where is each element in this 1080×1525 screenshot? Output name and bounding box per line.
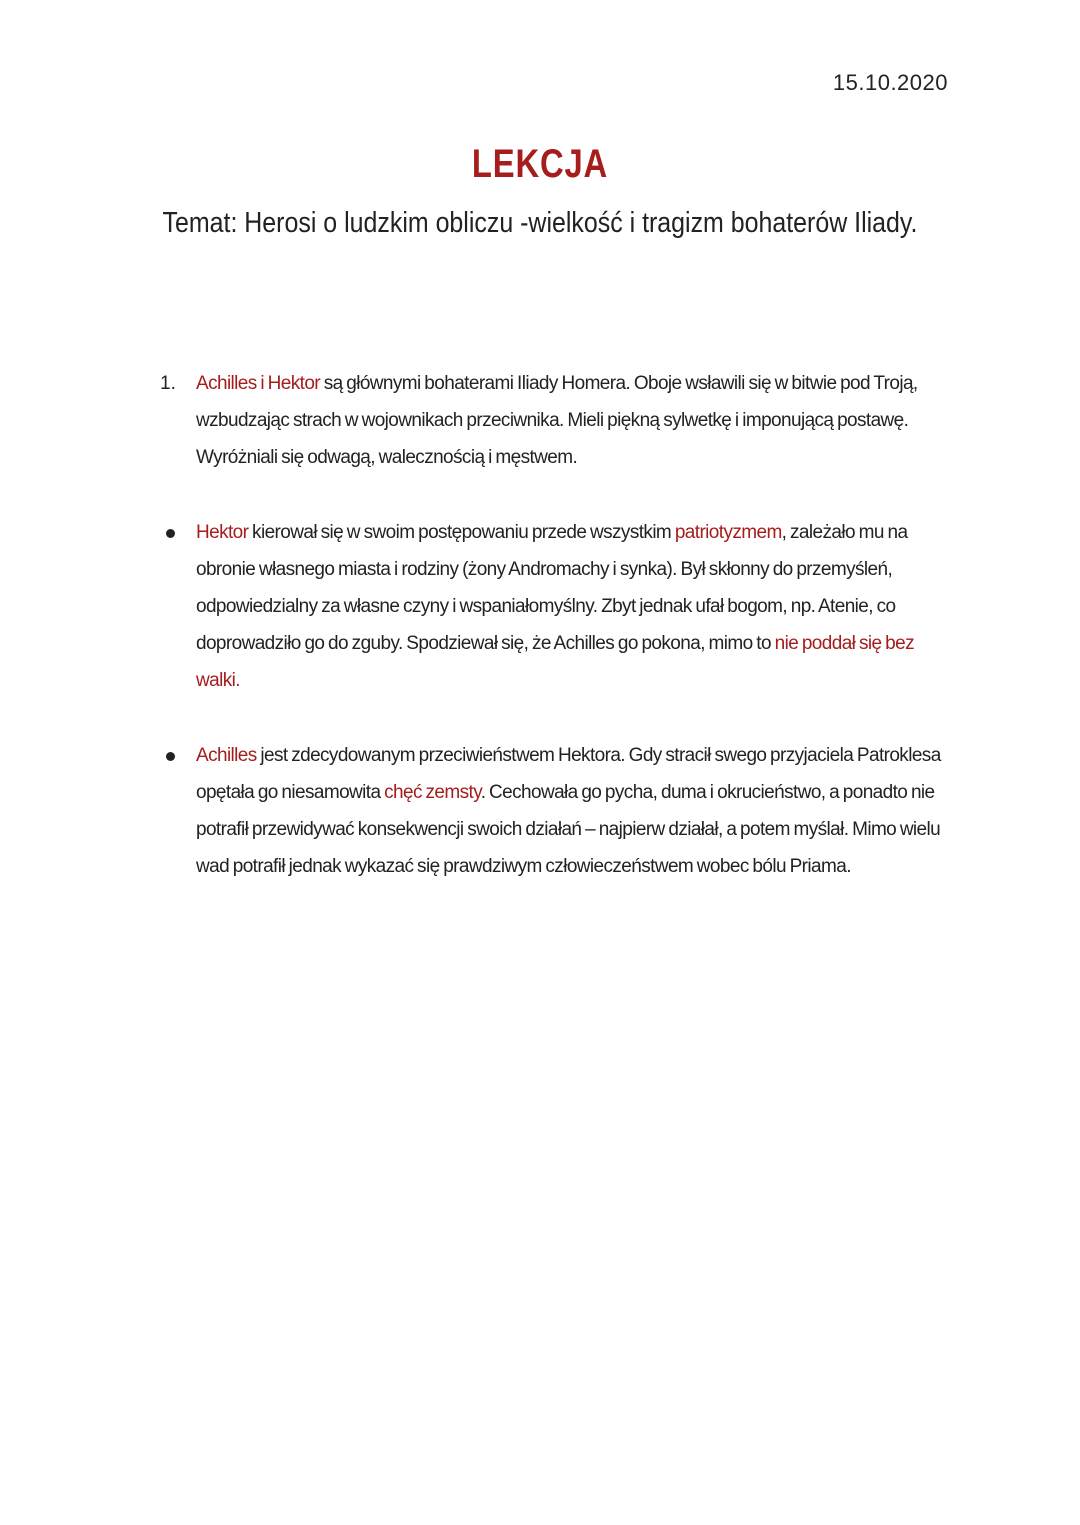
bullet-dot-icon (166, 752, 175, 761)
body-text: są głównymi bohaterami Iliady Homera. Oboje wsławili się w bitwie pod Troją, wzbudzając strach w wojownikach przeciwnika. Mieli piękną sylwetkę i imponującą postawę. Wyróżniali się odwagą, walecznością i męstwem. (196, 373, 918, 468)
body-text: jest zdecydowanym przeciwieństwem Hektora. Gdy stracił swego przyjaciela Patroklesa opętała go niesamowita (196, 745, 941, 803)
bullet-dot-icon (166, 529, 175, 538)
body-text: , zależało mu na obronie własnego miasta i rodziny (żony Andromachy i synka). Był skłonny do przemyśleń, odpowiedzialny za własne czyny i wspaniałomyślny. Zbyt jednak ufał bogom, np. Atenie, co doprowadziło go do zguby. Spodziewał się, że Achilles go pokona, mimo to (196, 522, 908, 654)
highlight-text: chęć zemsty (384, 782, 481, 803)
list-item (160, 514, 950, 699)
highlight-text: Achilles (196, 745, 257, 766)
body-text: . Cechowała go pycha, duma i okrucieństwo, a ponadto nie potrafił przewidywać konsekwencji swoich działań – najpierw działał, a potem myślał. Mimo wielu wad potrafił jednak wykazać się prawdziwym człowieczeństwem wobec bólu Priama. (196, 782, 941, 877)
list-item (160, 365, 950, 476)
body-text: kierował się w swoim postępowaniu przede wszystkim (248, 522, 675, 543)
list-item-text (196, 514, 950, 699)
list-item-text (196, 737, 950, 885)
highlight-text: patriotyzmem (674, 522, 782, 543)
list-item (160, 737, 950, 885)
highlight-text: nie poddał się bez walki. (196, 633, 914, 691)
highlight-text: Achilles i Hektor (196, 373, 321, 394)
lesson-topic: Temat: Herosi o ludzkim obliczu -wielkość i tragizm bohaterów Iliady. (162, 207, 918, 239)
list-item-text (196, 365, 950, 476)
lesson-title: LEKCJA (471, 142, 609, 186)
document-date: 15.10.2020 (832, 70, 948, 95)
list-number: 1. (160, 373, 176, 394)
notes-list (160, 365, 950, 923)
highlight-text: Hektor (196, 522, 249, 543)
